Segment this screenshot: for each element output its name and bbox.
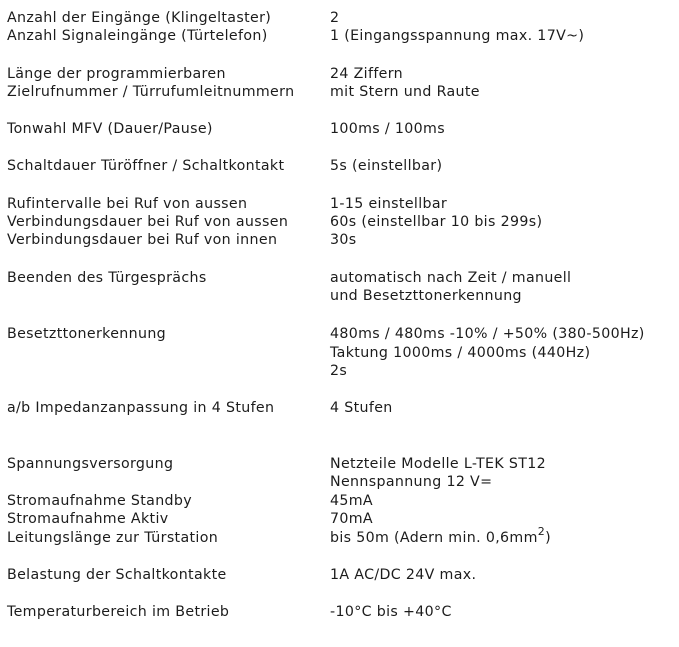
spec-value: 70mA (330, 511, 373, 527)
spec-value: mit Stern und Raute (330, 84, 480, 100)
spec-label: Verbindungsdauer bei Ruf von innen (7, 232, 278, 248)
spec-value: 2 (330, 10, 340, 26)
spec-value: und Besetzttonerkennung (330, 288, 522, 304)
spec-value: automatisch nach Zeit / manuell (330, 270, 572, 286)
spec-label: Stromaufnahme Standby (7, 493, 193, 509)
spec-label: Länge der programmierbaren (7, 66, 226, 82)
spec-value: -10°C bis +40°C (330, 604, 452, 620)
spec-label: Zielrufnummer / Türrufumleitnummern (7, 84, 295, 100)
spec-label: Spannungsversorgung (7, 456, 174, 472)
spec-value: 100ms / 100ms (330, 121, 445, 137)
spec-value: 24 Ziffern (330, 66, 404, 82)
spec-label: Besetzttonerkennung (7, 326, 167, 342)
spec-value: Taktung 1000ms / 4000ms (440Hz) (330, 345, 591, 361)
spec-label: Belastung der Schaltkontakte (7, 567, 227, 583)
spec-label: Stromaufnahme Aktiv (7, 511, 169, 527)
spec-value: 5s (einstellbar) (330, 158, 443, 174)
spec-label: Beenden des Türgesprächs (7, 270, 207, 286)
spec-label: Anzahl der Eingänge (Klingeltaster) (7, 10, 272, 26)
spec-value: 480ms / 480ms -10% / +50% (380-500Hz) (330, 326, 645, 342)
spec-value: 60s (einstellbar 10 bis 299s) (330, 214, 543, 230)
spec-value: 2s (330, 363, 348, 379)
spec-value: 1 (Eingangsspannung max. 17V~) (330, 28, 585, 44)
spec-value: 45mA (330, 493, 373, 509)
spec-label: Anzahl Signaleingänge (Türtelefon) (7, 28, 268, 44)
spec-value-with-superscript (330, 525, 552, 547)
spec-label: Rufintervalle bei Ruf von aussen (7, 196, 248, 212)
spec-label: Leitungslänge zur Türstation (7, 530, 219, 546)
spec-value-suffix: ) (545, 530, 552, 546)
spec-label: Schaltdauer Türöffner / Schaltkontakt (7, 158, 285, 174)
spec-label: Temperaturbereich im Betrieb (7, 604, 230, 620)
spec-value: 30s (330, 232, 357, 248)
spec-value: Nennspannung 12 V= (330, 474, 493, 490)
spec-value: 4 Stufen (330, 400, 393, 416)
superscript: 2 (537, 525, 546, 538)
spec-value: 1-15 einstellbar (330, 196, 448, 212)
spec-value: Netzteile Modelle L-TEK ST12 (330, 456, 546, 472)
spec-label: Verbindungsdauer bei Ruf von aussen (7, 214, 289, 230)
spec-value: bis 50m (Adern min. 0,6mm (330, 530, 538, 546)
spec-label: a/b Impedanzanpassung in 4 Stufen (7, 400, 275, 416)
spec-label: Tonwahl MFV (Dauer/Pause) (7, 121, 213, 137)
spec-value: 1A AC/DC 24V max. (330, 567, 477, 583)
